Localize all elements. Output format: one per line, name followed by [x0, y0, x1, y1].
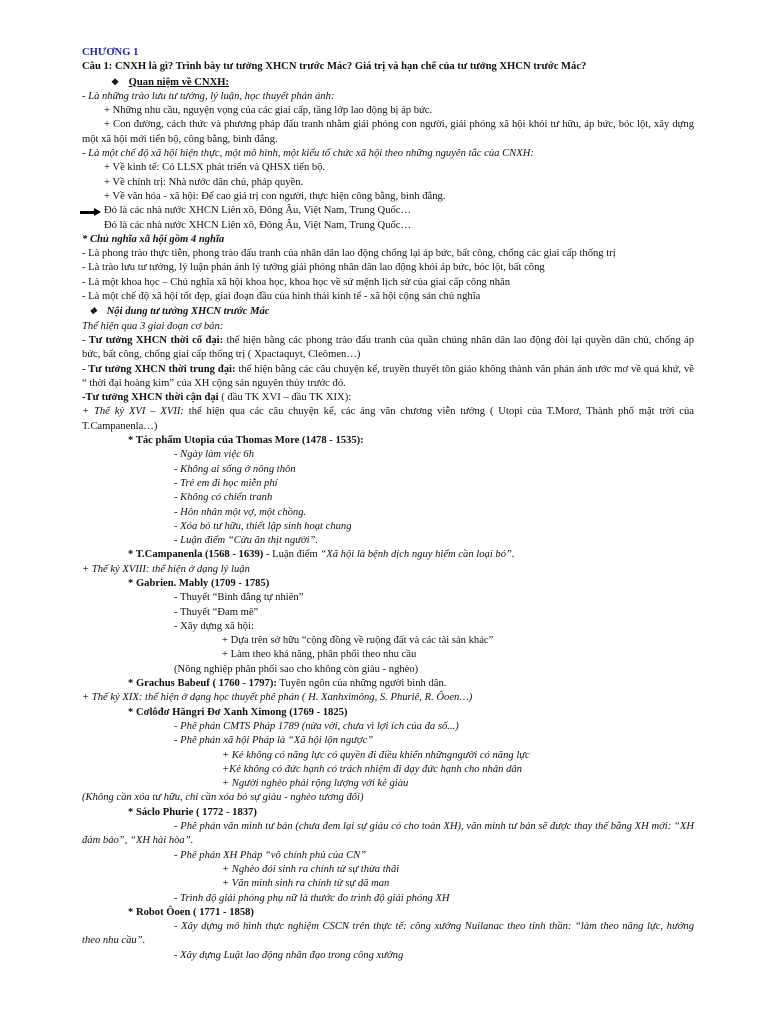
thinker-quote: “Xã hội là bệnh dịch nguy hiểm cần loại bỏ”. — [320, 549, 515, 561]
list-item: - Không có chiến tranh — [174, 492, 273, 504]
list-item: - Xóa bỏ tư hữu, thiết lập sinh hoạt chung — [174, 520, 352, 532]
list-item: - Không ai sống ở nông thôn — [174, 463, 296, 475]
diamond-bullet-icon: ❖ — [110, 76, 120, 87]
century-label: + Thế kỷ XVI – XVII: — [82, 406, 184, 418]
thinker-line — [82, 548, 694, 562]
concept-line: + Những nhu cầu, nguyện vọng của các giai cấp, tầng lớp lao động bị áp bức. — [104, 105, 433, 117]
concept-line: Đó là các nhà nước XHCN Liên xô, Đông Âu, Việt Nam, Trung Quốc… — [104, 219, 412, 231]
stages-intro: Thể hiện qua 3 giai đoạn cơ bản: — [82, 320, 224, 332]
thinker-heading: * Sáclo Phurie ( 1772 - 1837) — [128, 806, 257, 818]
concept-line: + Về kinh tế: Có LLSX phát triển và QHSX tiến bộ. — [104, 162, 326, 174]
list-item: - Phê phán XH Pháp “vô chính phủ của CN” — [174, 849, 367, 861]
stage-paragraph — [82, 391, 694, 405]
stage-text: thể hiện bằng các câu chuyện kể, truyền thuyết tôn giáo không thành văn phản ánh ước mơ về quá khứ, về “ thời đại hoàng kim” của XH cộng sản nguyên thủy trước đó. — [82, 363, 694, 389]
concept-line: + Con đường, cách thức và phương pháp đấu tranh nhằm giải phóng con người, giải phóng xã hội khỏi tư hữu, áp bức, bóc lột, xây dựng một xã hội mới tiến bộ, công bằng, bình đẳng. — [82, 119, 694, 145]
sub-item: + Người nghèo phải rộng lượng với kẻ giàu — [222, 778, 409, 790]
content-heading: Nội dung tư tưởng XHCN trước Mác — [106, 306, 270, 318]
century-text: thể hiện qua các câu chuyện kể, các áng văn chương viễn tưởng ( Utopi của T.Morơ, Thành phố mặt trời của T.Campanenla…) — [82, 406, 695, 432]
concept-line: - Là một chế độ xã hội hiện thực, một mô hình, một kiểu tổ chức xã hội theo những nguyên tắc của CNXH: — [82, 148, 534, 160]
thinker-label: * T.Campanenla (1568 - 1639) — [128, 549, 264, 561]
century-text: : thể hiện ở dạng học thuyết phê phán ( H. Xanhximông, S. Phuriê, R. Ôoen…) — [138, 692, 473, 704]
list-item: - Trình độ giải phóng phụ nữ là thước đo trình độ giải phóng XH — [174, 892, 450, 904]
stage-text: thể hiện bằng các phong trào đấu tranh của quần chúng nhân dân lao động đòi lại quyền dân chủ, chống áp bức, bất công, chống giai cấp thống trị ( Xpactaquyt, Cleômen…) — [82, 334, 695, 361]
list-item: - Trẻ em đi học miễn phí — [174, 477, 278, 489]
chapter-title: CHƯƠNG 1 — [82, 47, 139, 58]
stage-label: -Tư tưởng XHCN thời cận đại — [82, 392, 219, 404]
list-item: - Xây dựng mô hình thực nghiệm CSCN trên thực tế: công xưởng Nuilanac theo tinh thần: “làm theo năng lực, hưởng theo nhu cầu”. — [82, 921, 694, 947]
stage-label: - Tư tưởng XHCN thời cổ đại: — [82, 334, 224, 346]
century-label: + Thế kỷ XVIII — [82, 563, 146, 575]
concept-line: - Là những trào lưu tư tưởng, lý luận, học thuyết phản ánh: — [82, 90, 335, 102]
content-heading-line — [82, 304, 694, 319]
concept-line: + Về chính trị: Nhà nước dân chủ, pháp quyền. — [104, 176, 304, 188]
concept-line: + Về văn hóa - xã hội: Để cao giá trị con người, thực hiện công bằng, bình đẳng. — [104, 190, 446, 202]
arrow-right-icon — [80, 209, 102, 217]
list-item: - Thuyết “Bình đẳng tự nhiên” — [174, 592, 304, 604]
thinker-heading: * Tác phẩm Utopia của Thomas More (1478 - 1535): — [128, 435, 364, 447]
concept-line — [82, 204, 694, 218]
list-item: - Xây dựng xã hội: — [174, 620, 254, 632]
thinker-line — [82, 677, 694, 691]
concept-heading-line — [82, 75, 694, 90]
meaning-item: - Là phong trào thực tiễn, phong trào đấu tranh của nhân dân lao động chống lại áp bức, bất công, chống các giai cấp thống trị — [82, 248, 616, 260]
document-page — [82, 46, 694, 963]
list-item: - Luận điểm “Cừu ăn thịt người”. — [174, 535, 319, 547]
list-item: - Phê phán CMTS Pháp 1789 (nửa vời, chưa vì lợi ích của đa số...) — [174, 720, 459, 732]
diamond-bullet-icon: ❖ — [88, 306, 98, 317]
list-item: - Ngày làm việc 6h — [174, 449, 255, 461]
list-item: - Hôn nhân một vợ, một chồng. — [174, 506, 307, 518]
note-line: (Không cần xóa tư hữu, chỉ cần xóa bỏ sự giàu - nghèo tương đối) — [82, 792, 364, 804]
century-text: : thể hiện ở dạng lý luận — [145, 563, 250, 575]
century-line — [82, 691, 694, 705]
sub-item: + Làm theo khả năng, phân phối theo nhu cầu — [222, 649, 417, 661]
four-meanings-heading: * Chủ nghĩa xã hội gồm 4 nghĩa — [82, 233, 225, 245]
question-heading: Câu 1: CNXH là gì? Trình bày tư tưởng XHCN trước Mác? Giá trị và hạn chế của tư tưởng XHCN trước Mác? — [82, 61, 587, 73]
meaning-item: - Là một chế độ xã hội tốt đẹp, giai đoạn đầu của hình thái kinh tế - xã hội cộng sản chủ nghĩa — [82, 291, 481, 303]
thinker-heading: * Gabrien. Mably (1709 - 1785) — [128, 577, 270, 589]
stage-text: ( đầu TK XVI – đầu TK XIX): — [218, 392, 352, 404]
list-item: - Phê phán xã hội Pháp là “Xã hội lộn ngược” — [174, 735, 374, 747]
meaning-item: - Là trào lưu tư tưởng, lý luận phản ánh lý tưởng giải phóng nhân dân lao động khỏi áp bức, bóc lột, bất công — [82, 262, 545, 274]
sub-item: +Kẻ không có đức hạnh có trách nhiệm đi dạy đức hạnh cho nhân dân — [222, 763, 522, 775]
sub-item: + Kẻ không có năng lực có quyền đi điều khiển nhữngngười có năng lực — [222, 749, 530, 761]
thinker-label: * Grachus Babeuf ( 1760 - 1797): — [128, 678, 277, 690]
sub-item: + Nghèo đói sinh ra chính từ sự thừa thãi — [222, 863, 400, 875]
stage-paragraph — [82, 334, 694, 363]
note-line: (Nông nghiệp phân phối sao cho không còn giàu - nghèo) — [174, 663, 419, 675]
stage-paragraph — [82, 363, 694, 392]
thinker-text: - Luận điểm — [263, 549, 321, 561]
concept-line-text: Đó là các nhà nước XHCN Liên xô, Đông Âu, Việt Nam, Trung Quốc… — [104, 205, 412, 217]
thinker-heading: * Cơlôđơ Hăngri Đơ Xanh Ximong (1769 - 1825) — [128, 706, 348, 718]
thinker-heading: * Robot Ôoen ( 1771 - 1858) — [128, 906, 254, 918]
list-item: - Phê phán văn minh tư bản (chưa đem lại sự giàu có cho toàn XH), văn minh tư bản sẽ được thay thế bằng XH mới: “XH đảm bảo”, “XH hài hòa”. — [82, 821, 694, 847]
century-line — [82, 563, 694, 577]
list-item: - Thuyết “Đam mê” — [174, 606, 259, 618]
thinker-text: Tuyên ngôn của những người bình dân. — [276, 678, 447, 690]
concept-heading: Quan niệm về CNXH: — [128, 76, 230, 88]
stage-label: - Tư tưởng XHCN thời trung đại: — [82, 363, 236, 375]
sub-item: + Văn minh sinh ra chính từ sự dã man — [222, 878, 390, 890]
sub-item: + Dựa trên sở hữu “cộng đồng về ruộng đất và các tài sản khác” — [222, 635, 494, 647]
century-label: + Thế kỷ XIX — [82, 692, 139, 704]
meaning-item: - Là một khoa học – Chủ nghĩa xã hội khoa học, khoa học về sứ mệnh lịch sử của giai cấp công nhân — [82, 276, 511, 288]
century-paragraph — [82, 405, 694, 434]
list-item: - Xây dựng Luật lao động nhân đạo trong công xưởng — [174, 949, 404, 961]
